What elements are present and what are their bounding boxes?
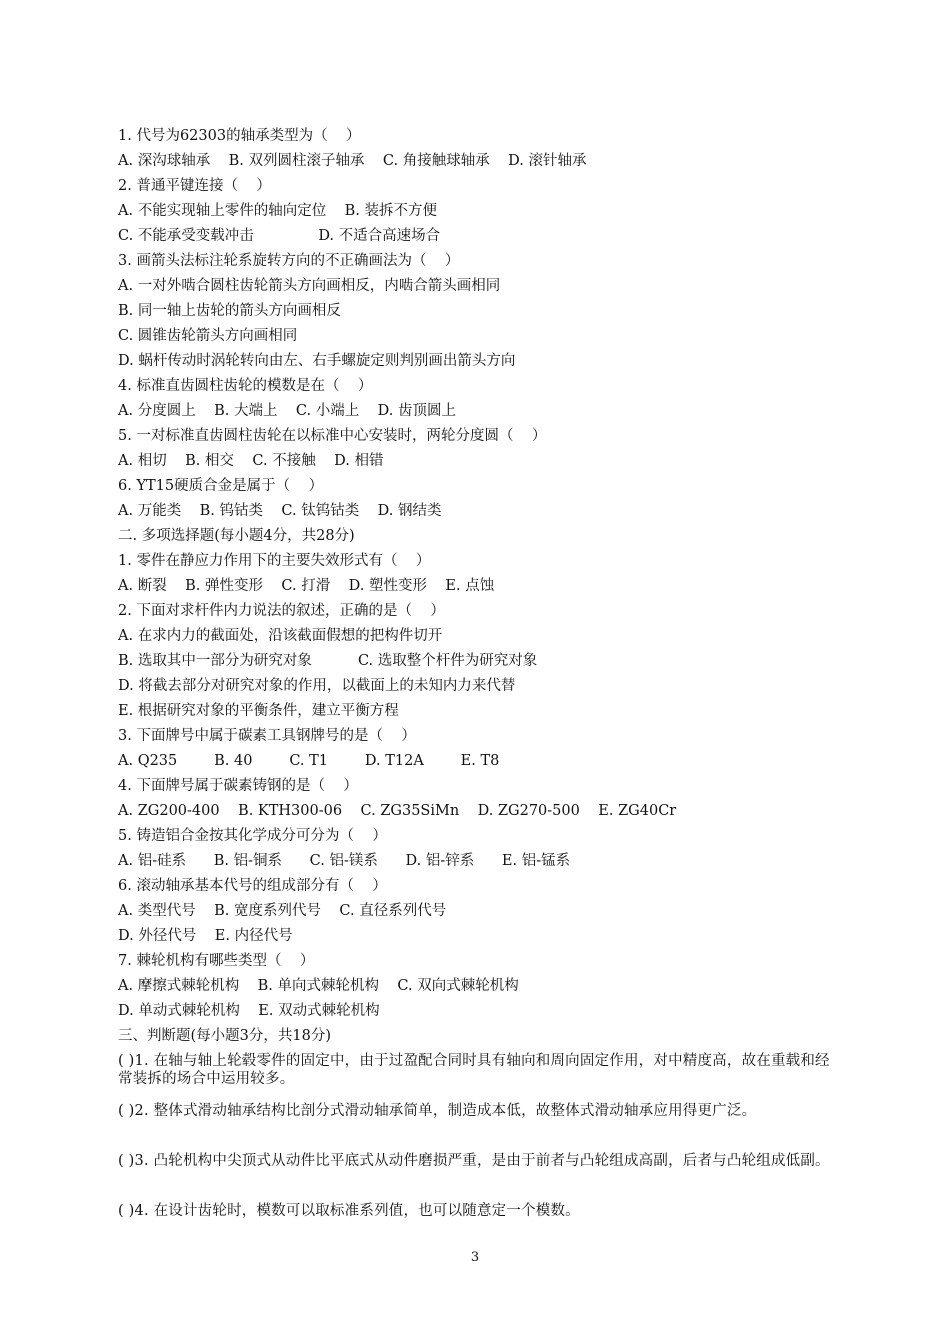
options-2-7-abc: A. 摩擦式棘轮机构 B. 单向式棘轮机构 C. 双向式棘轮机构	[118, 978, 519, 994]
options-2-3: A. Q235 B. 40 C. T1 D. T12A E. T8	[118, 753, 500, 769]
question-1-6: 6. YT15硬质合金是属于（ ）	[118, 478, 324, 494]
option-1-3-d: D. 蜗杆传动时涡轮转向由左、右手螺旋定则判别画出箭头方向	[118, 353, 516, 369]
question-2-6: 6. 滚动轴承基本代号的组成部分有（ ）	[118, 878, 387, 894]
option-2-2-e: E. 根据研究对象的平衡条件，建立平衡方程	[118, 703, 399, 719]
options-2-1: A. 断裂 B. 弹性变形 C. 打滑 D. 塑性变形 E. 点蚀	[118, 578, 495, 594]
options-1-2-a: A. 不能实现轴上零件的轴向定位 B. 装拆不方便	[118, 203, 437, 219]
options-2-6-de: D. 外径代号 E. 内径代号	[118, 928, 293, 944]
judgment-1: ( )1. 在轴与轴上轮毂零件的固定中，由于过盈配合同时具有轴向和周向固定作用，对中精度高，故在重载和经常装拆的场合中运用较多。	[118, 1053, 830, 1087]
option-2-2-d: D. 将截去部分对研究对象的作用，以截面上的未知内力来代替	[118, 678, 516, 694]
section-heading-2: 二. 多项选择题(每小题4分，共28分)	[118, 528, 355, 544]
question-2-1: 1. 零件在静应力作用下的主要失效形式有（ ）	[118, 553, 431, 569]
page-number: 3	[470, 1250, 480, 1265]
question-2-3: 3. 下面牌号中属于碳素工具钢牌号的是（ ）	[118, 728, 416, 744]
judgment-3: ( )3. 凸轮机构中尖顶式从动件比平底式从动件磨损严重，是由于前者与凸轮组成高副，后者与凸轮组成低副。	[118, 1153, 830, 1169]
option-2-2-bc: B. 选取其中一部分为研究对象 C. 选取整个杆件为研究对象	[118, 653, 538, 669]
question-2-4: 4. 下面牌号属于碳素铸钢的是（ ）	[118, 778, 358, 794]
question-1-4: 4. 标准直齿圆柱齿轮的模数是在（ ）	[118, 378, 373, 394]
options-2-7-de: D. 单动式棘轮机构 E. 双动式棘轮机构	[118, 1003, 380, 1019]
options-2-6-abc: A. 类型代号 B. 宽度系列代号 C. 直径系列代号	[118, 903, 447, 919]
question-1-3: 3. 画箭头法标注轮系旋转方向的不正确画法为（ ）	[118, 253, 460, 269]
question-1-1: 1. 代号为62303的轴承类型为（ ）	[118, 128, 361, 144]
option-2-2-a: A. 在求内力的截面处，沿该截面假想的把构件切开	[118, 628, 443, 644]
section-heading-3: 三、判断题(每小题3分，共18分)	[118, 1028, 331, 1044]
option-1-3-b: B. 同一轴上齿轮的箭头方向画相反	[118, 303, 341, 319]
options-1-6: A. 万能类 B. 钨钴类 C. 钛钨钴类 D. 钢结类	[118, 503, 442, 519]
options-1-1: A. 深沟球轴承 B. 双列圆柱滚子轴承 C. 角接触球轴承 D. 滚针轴承	[118, 153, 587, 169]
options-2-5: A. 铝-硅系 B. 铝-铜系 C. 铝-镁系 D. 铝-锌系 E. 铝-锰系	[118, 853, 571, 869]
options-1-4: A. 分度圆上 B. 大端上 C. 小端上 D. 齿顶圆上	[118, 403, 456, 419]
options-1-5: A. 相切 B. 相交 C. 不接触 D. 相错	[118, 453, 384, 469]
options-2-4: A. ZG200-400 B. KTH300-06 C. ZG35SiMn D. ZG270-500 E. ZG40Cr	[118, 803, 677, 819]
question-1-2: 2. 普通平键连接（ ）	[118, 178, 271, 194]
option-1-3-c: C. 圆锥齿轮箭头方向画相同	[118, 328, 298, 344]
option-1-3-a: A. 一对外啮合圆柱齿轮箭头方向画相反，内啮合箭头画相同	[118, 278, 501, 294]
question-1-5: 5. 一对标准直齿圆柱齿轮在以标准中心安装时，两轮分度圆（ ）	[118, 428, 547, 444]
question-2-7: 7. 棘轮机构有哪些类型（ ）	[118, 953, 315, 969]
judgment-2: ( )2. 整体式滑动轴承结构比剖分式滑动轴承简单，制造成本低，故整体式滑动轴承应用得更广泛。	[118, 1103, 757, 1119]
question-2-2: 2. 下面对求杆件内力说法的叙述，正确的是（ ）	[118, 603, 445, 619]
question-2-5: 5. 铸造铝合金按其化学成分可分为（ ）	[118, 828, 387, 844]
options-1-2-c: C. 不能承受变载冲击 D. 不适合高速场合	[118, 228, 441, 244]
judgment-4: ( )4. 在设计齿轮时，模数可以取标准系列值，也可以随意定一个模数。	[118, 1203, 580, 1219]
